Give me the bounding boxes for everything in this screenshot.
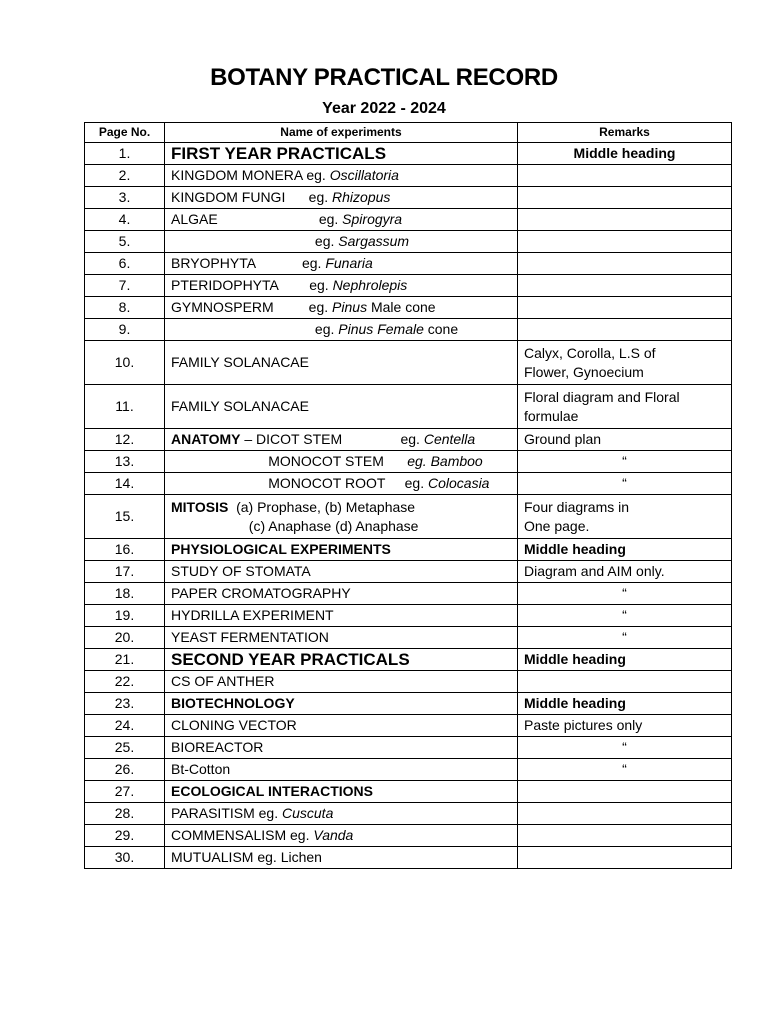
experiment-name-cell [165, 253, 518, 275]
table-row [85, 693, 732, 715]
page-number-cell: 23. [85, 693, 165, 715]
experiment-name-cell [165, 781, 518, 803]
text-run: Centella [423, 431, 476, 447]
text-run: “ [622, 739, 627, 755]
experiment-name-cell [165, 715, 518, 737]
page-number-cell: 9. [85, 319, 165, 341]
experiment-name-cell [165, 385, 518, 429]
page-number-cell: 5. [85, 231, 165, 253]
text-run: Calyx, Corolla, L.S of Flower, Gynoecium [524, 344, 656, 380]
remarks-cell [518, 847, 732, 869]
remarks-cell [518, 539, 732, 561]
page-number-cell: 15. [85, 495, 165, 539]
page-number-cell: 27. [85, 781, 165, 803]
column-header-remarks: Remarks [518, 123, 732, 143]
text-run: BIOTECHNOLOGY [171, 695, 295, 711]
remarks-cell [518, 385, 732, 429]
text-run: Ground plan [524, 431, 602, 447]
table-row [85, 319, 732, 341]
text-run: cone [423, 321, 459, 337]
text-run: Four diagrams in One page. [524, 498, 630, 534]
table-body [85, 143, 732, 869]
page-number-cell: 17. [85, 561, 165, 583]
text-run: MITOSIS [171, 498, 229, 515]
experiment-name-cell [165, 737, 518, 759]
table-row [85, 715, 732, 737]
experiment-name-cell [165, 297, 518, 319]
text-run: Middle heading [524, 651, 626, 667]
page-number-cell: 16. [85, 539, 165, 561]
text-run: GYMNOSPERM eg. [171, 299, 333, 315]
page-number-cell: 18. [85, 583, 165, 605]
experiment-name-cell [165, 847, 518, 869]
table-row [85, 825, 732, 847]
text-run: Cuscuta [282, 805, 334, 821]
remarks-cell [518, 165, 732, 187]
remarks-cell [518, 297, 732, 319]
table-row [85, 759, 732, 781]
remarks-cell [518, 715, 732, 737]
table-row [85, 561, 732, 583]
table-row [85, 473, 732, 495]
remarks-cell [518, 275, 732, 297]
table-row [85, 297, 732, 319]
text-run: Pinus Female [338, 321, 424, 337]
remarks-cell [518, 759, 732, 781]
text-run: Pinus [332, 299, 368, 315]
page-number-cell: 26. [85, 759, 165, 781]
text-run: BRYOPHYTA eg. [171, 255, 326, 271]
experiment-name-cell [165, 693, 518, 715]
text-run: Funaria [325, 255, 373, 271]
text-run: FAMILY SOLANACAE [171, 398, 309, 414]
text-run: – DICOT STEM eg. [240, 431, 424, 447]
column-header-page-no: Page No. [85, 123, 165, 143]
experiment-name-cell [165, 759, 518, 781]
remarks-cell [518, 627, 732, 649]
text-run: PHYSIOLOGICAL EXPERIMENTS [171, 541, 391, 557]
text-run: BIOREACTOR [171, 739, 264, 755]
remarks-cell [518, 561, 732, 583]
experiment-name-cell [165, 143, 518, 165]
text-run: Spirogyra [342, 211, 403, 227]
text-run: eg. Bamboo [407, 453, 483, 469]
text-run: MONOCOT STEM [171, 453, 408, 469]
page-number-cell: 11. [85, 385, 165, 429]
experiment-name-cell [165, 605, 518, 627]
remarks-cell [518, 253, 732, 275]
text-run: Middle heading [524, 541, 626, 557]
table-row [85, 495, 732, 539]
experiment-name-cell [165, 473, 518, 495]
page-number-cell: 21. [85, 649, 165, 671]
text-run: KINGDOM MONERA eg. [171, 167, 330, 183]
text-run: Bt-Cotton [171, 761, 231, 777]
experiment-name-cell [165, 319, 518, 341]
text-run: YEAST FERMENTATION [171, 629, 329, 645]
table-row [85, 847, 732, 869]
table-row [85, 143, 732, 165]
table-row [85, 385, 732, 429]
page-number-cell: 19. [85, 605, 165, 627]
table-row [85, 671, 732, 693]
text-run: (a) Prophase, (b) Metaphase (c) Anaphase (d) Anaphase [236, 498, 419, 534]
text-run: Paste pictures only [524, 717, 643, 733]
text-run: CLONING VECTOR [171, 717, 297, 733]
column-header-experiment-name: Name of experiments [165, 123, 518, 143]
text-run: COMMENSALISM eg. [171, 827, 314, 843]
remarks-cell [518, 319, 732, 341]
experiment-name-cell [165, 561, 518, 583]
text-run: PTERIDOPHYTA eg. [171, 277, 333, 293]
text-run: HYDRILLA EXPERIMENT [171, 607, 334, 623]
text-run: eg. [171, 321, 339, 337]
page-number-cell: 29. [85, 825, 165, 847]
remarks-cell [518, 605, 732, 627]
experiment-name-cell [165, 649, 518, 671]
remarks-cell [518, 341, 732, 385]
document-title: BOTANY PRACTICAL RECORD [210, 64, 558, 91]
experiments-table [84, 122, 732, 869]
experiment-name-cell [165, 451, 518, 473]
page-number-cell: 6. [85, 253, 165, 275]
text-run: “ [622, 453, 627, 469]
text-run: ANATOMY [171, 431, 241, 447]
text-run: FAMILY SOLANACAE [171, 354, 309, 370]
text-run: Diagram and AIM only. [524, 563, 665, 579]
text-run: Nephrolepis [332, 277, 408, 293]
experiment-name-cell [165, 209, 518, 231]
text-run: STUDY OF STOMATA [171, 563, 311, 579]
remarks-cell [518, 583, 732, 605]
page-number-cell: 1. [85, 143, 165, 165]
page-number-cell: 22. [85, 671, 165, 693]
text-run: “ [622, 607, 627, 623]
text-run: “ [622, 475, 627, 491]
page-number-cell: 13. [85, 451, 165, 473]
text-run: FIRST YEAR PRACTICALS [171, 143, 387, 163]
document-subtitle: Year 2022 - 2024 [322, 100, 446, 117]
table-row [85, 737, 732, 759]
table-row [85, 209, 732, 231]
page-number-cell: 12. [85, 429, 165, 451]
text-run: Colocasia [427, 475, 490, 491]
text-run: “ [622, 585, 627, 601]
text-run: Oscillatoria [329, 167, 399, 183]
text-run: SECOND YEAR PRACTICALS [171, 649, 410, 669]
experiment-name-cell [165, 429, 518, 451]
text-run: KINGDOM FUNGI eg. [171, 189, 333, 205]
table-row [85, 781, 732, 803]
text-run: “ [622, 761, 627, 777]
remarks-cell [518, 451, 732, 473]
table-row [85, 429, 732, 451]
text-run: Floral diagram and Floral formulae [524, 388, 680, 424]
text-run: Rhizopus [332, 189, 391, 205]
experiment-name-cell [165, 825, 518, 847]
remarks-cell [518, 781, 732, 803]
experiment-name-cell [165, 341, 518, 385]
page-number-cell: 28. [85, 803, 165, 825]
table-row [85, 605, 732, 627]
table-row [85, 803, 732, 825]
table-row [85, 341, 732, 385]
remarks-cell [518, 473, 732, 495]
page-number-cell: 20. [85, 627, 165, 649]
page-number-cell: 2. [85, 165, 165, 187]
text-run: Middle heading [524, 695, 626, 711]
remarks-cell [518, 803, 732, 825]
remarks-cell [518, 231, 732, 253]
text-run: Male cone [367, 299, 436, 315]
text-run: eg. [171, 233, 339, 249]
remarks-cell [518, 495, 732, 539]
remarks-cell [518, 429, 732, 451]
text-run: Middle heading [573, 145, 676, 161]
experiment-name-cell [165, 627, 518, 649]
page-number-cell: 14. [85, 473, 165, 495]
experiment-name-cell [165, 231, 518, 253]
remarks-cell [518, 671, 732, 693]
text-run: PAPER CROMATOGRAPHY [171, 585, 351, 601]
page-number-cell: 4. [85, 209, 165, 231]
experiment-name-cell [165, 671, 518, 693]
experiment-name-cell [165, 803, 518, 825]
page-number-cell: 10. [85, 341, 165, 385]
remarks-cell [518, 649, 732, 671]
text-run: Sargassum [338, 233, 410, 249]
text-run: “ [622, 629, 627, 645]
remarks-cell [518, 187, 732, 209]
table-row [85, 451, 732, 473]
table-row [85, 627, 732, 649]
page-number-cell: 7. [85, 275, 165, 297]
experiment-name-cell [165, 165, 518, 187]
experiment-name-cell [165, 539, 518, 561]
remarks-cell [518, 209, 732, 231]
experiment-name-cell [165, 275, 518, 297]
experiment-name-cell [165, 583, 518, 605]
remarks-cell [518, 737, 732, 759]
table-row [85, 165, 732, 187]
page-number-cell: 30. [85, 847, 165, 869]
text-run: MUTUALISM eg. Lichen [171, 849, 322, 865]
table-row [85, 539, 732, 561]
experiment-name-cell [165, 187, 518, 209]
page-number-cell: 8. [85, 297, 165, 319]
page-number-cell: 25. [85, 737, 165, 759]
remarks-cell [518, 693, 732, 715]
page-number-cell: 24. [85, 715, 165, 737]
table-header-row [85, 123, 732, 143]
table-row [85, 253, 732, 275]
table-row [85, 649, 732, 671]
text-run: PARASITISM eg. [171, 805, 282, 821]
text-run: ECOLOGICAL INTERACTIONS [171, 783, 373, 799]
text-run: MONOCOT ROOT eg. [171, 475, 428, 491]
table-row [85, 187, 732, 209]
table-row [85, 231, 732, 253]
text-run: ALGAE eg. [171, 211, 343, 227]
page-number-cell: 3. [85, 187, 165, 209]
text-run: CS OF ANTHER [171, 673, 275, 689]
table-row [85, 275, 732, 297]
remarks-cell [518, 825, 732, 847]
table-row [85, 583, 732, 605]
remarks-cell [518, 143, 732, 165]
text-run: Vanda [313, 827, 354, 843]
experiment-name-cell [165, 495, 518, 539]
